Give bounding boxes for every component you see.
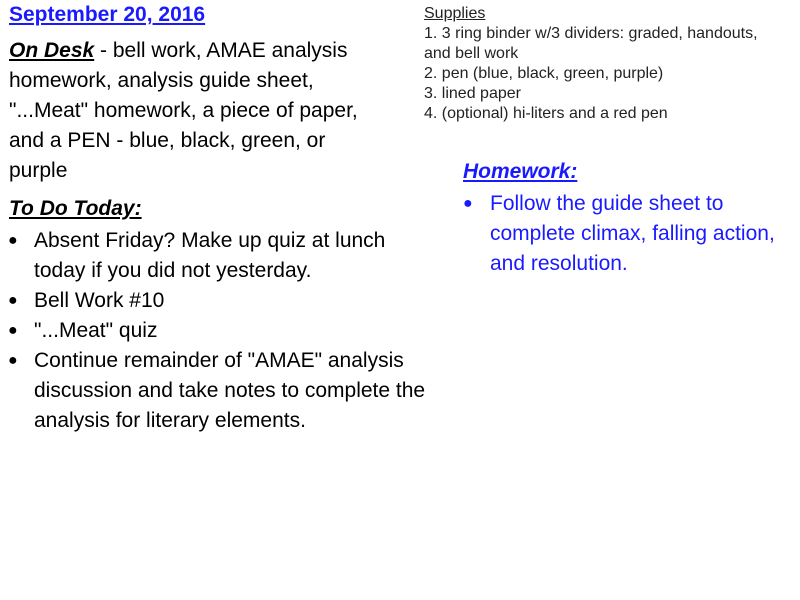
list-item — [0, 316, 440, 346]
todo-item-text: Absent Friday? Make up quiz at lunch today if you did not yesterday. — [34, 229, 386, 282]
todo-item-text: "...Meat" quiz — [34, 319, 158, 342]
supplies-item: 1. 3 ring binder w/3 dividers: graded, handouts, and bell work — [424, 25, 758, 62]
list-item — [0, 286, 440, 316]
list-item — [0, 226, 440, 286]
list-item — [455, 189, 775, 279]
supplies-item: 2. pen (blue, black, green, purple) — [424, 65, 664, 82]
list-item — [0, 346, 440, 436]
todo-list — [0, 226, 440, 436]
on-desk-label: On Desk — [9, 39, 95, 62]
supplies-section — [424, 4, 764, 124]
homework-item-text: Follow the guide sheet to complete climax, falling action, and resolution. — [490, 192, 775, 275]
bullet-icon: ● — [8, 322, 18, 339]
todo-title: To Do Today: — [9, 197, 142, 220]
bullet-icon: ● — [8, 292, 18, 309]
bullet-icon: ● — [8, 352, 18, 369]
page-date: September 20, 2016 — [9, 3, 206, 26]
supplies-title: Supplies — [424, 5, 486, 22]
on-desk-paragraph — [9, 36, 389, 186]
bullet-icon: ● — [463, 195, 473, 212]
todo-item-text: Bell Work #10 — [34, 289, 165, 312]
supplies-item: 3. lined paper — [424, 85, 521, 102]
supplies-item: 4. (optional) hi-liters and a red pen — [424, 105, 668, 122]
todo-item-text: Continue remainder of "AMAE" analysis discussion and take notes to complete the analysis for literary elements. — [34, 349, 426, 432]
on-desk-text: - bell work, AMAE analysis homework, analysis guide sheet, "...Meat" homework, a piece of paper, and a PEN - blue, black, green, or purple — [9, 39, 358, 182]
homework-title: Homework: — [463, 160, 578, 183]
homework-list — [455, 189, 775, 279]
bullet-icon: ● — [8, 232, 18, 249]
